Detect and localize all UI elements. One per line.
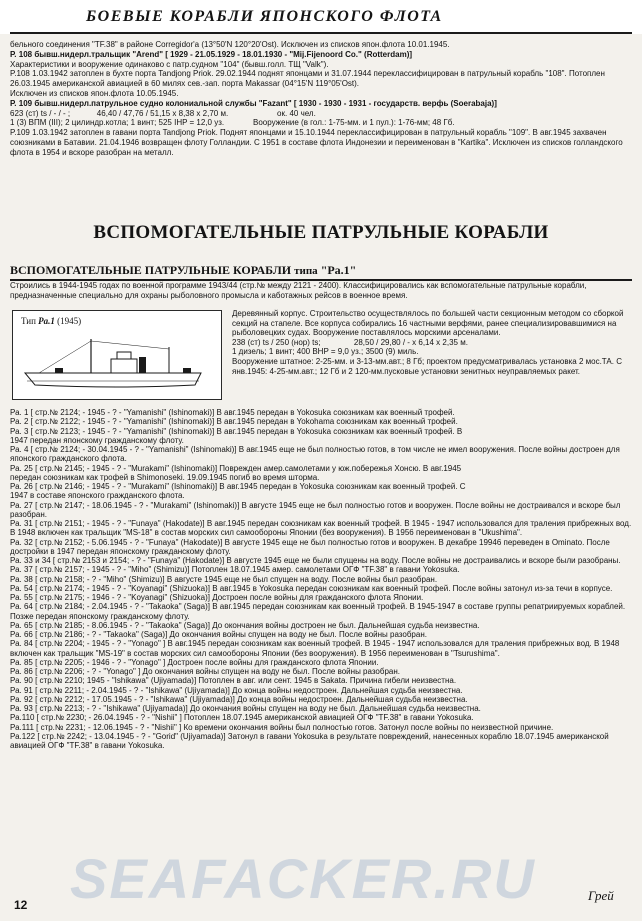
- ship-heading: P. 109 бывш.нидерл.патрульное судно колониальной службы "Fazant" [ 1930 - 1930 - 1931 - государств. верфь (Soerabaja)]: [10, 98, 497, 108]
- ship-entry: Ра. 92 [ стр.№ 2212; - 17.05.1945 - ? - "Ishikawa" (Ujiyamada)] До конца войны недостроен. Дальнейшая судьба неизвестна.: [10, 694, 468, 704]
- ship-entry: Ра. 38 [ стр.№ 2158; - ? - "Miho" (Shimizu)] В августе 1945 еще не был спущен на воду. После войны был разобран.: [10, 574, 438, 584]
- running-head-title: БОЕВЫЕ КОРАБЛИ ЯПОНСКОГО ФЛОТА: [86, 8, 443, 25]
- ship-entry: Ра. 31 [ стр.№ 2151; - 1945 - ? - "Funaya" (Hakodate)] В авг.1945 передан союзникам как военный трофей. В 1945 - 1947 использовался для траления прибрежных вод. В 1948 включен как тральщик "MS-18" в состав морских сил самообороны Японии (без вооружения). В 1956 переименован в "Ukushima".: [10, 519, 632, 538]
- ship-entry: Ра. 25 [ стр.№ 2145; - 1945 - ? - "Murakami" (Ishinomaki)] Поврежден амер.самолетами у юж.побережья Хонсю. В авг.1945: [10, 463, 462, 473]
- ship-entry: Ра. 90 [ стр.№ 2210; 1945 - "Ishikawa" (Ujiyamada)] Потоплен в авг. или сент. 1945 в Sakata. Причина гибели неизвестна.: [10, 676, 457, 686]
- spec-text: 1 дизель; 1 винт; 400 BHP = 9,0 уз.; 3500 (9) миль.: [232, 347, 419, 357]
- figure-caption: [21, 316, 81, 326]
- bow-gun: [55, 368, 63, 373]
- ship-entry: Ра. 93 [ стр.№ 2213; - ? - "Ishikawa" (Ujiyamada)] До окончания войны спущен на воду не был. Дальнейшая судьба неизвестна.: [10, 704, 481, 713]
- ship-entry: передан союзникам как трофей в Shimonoseki. 19.09.1945 погиб во время шторма.: [10, 472, 320, 482]
- ship-entry: 1947 передан японскому гражданскому флоту.: [10, 435, 184, 445]
- spec-line: 1 (3) ВПМ (III); 2 цилиндр.котла; 1 винт; 525 IHP = 12,0 уз. Вооружение (в гол.: 1-75-мм. и 1 пул.): 1-76-мм; 48 Гб.: [10, 118, 455, 128]
- site-watermark: SEAFACKER.RU: [70, 847, 536, 910]
- ship-entry: Ра. 32 [ стр.№ 2152; - 5.06.1945 - ? - "Funaya" (Hakodate)] В августе 1945 еще не был полностью готов и вооружен. В декабре 19946 переведен в Ominato. После достройки в 1947 передан японскому гражданскому флоту.: [10, 537, 610, 556]
- hull: [25, 373, 201, 387]
- ship-entry: Ра. 84 [ стр.№ 2204; - 1945 - ? - "Yonago" ] В авг.1945 передан союзникам как военный трофей. В 1945 - 1947 использовался для траления прибрежных вод. В 1948 включен как тральщик "MS-19" в состав морских сил самообороны Японии (без вооружения). В 1956 переименован в "Tsurushima".: [10, 639, 620, 658]
- top-section: [10, 40, 634, 158]
- ship-entry: Ра. 4 [ стр.№ 2124; - 30.04.1945 - ? - "Yamanishi" (Ishinomaki)] В авг.1945 еще не был полностью готов, в том числе не имел вооружения. После войны достроен для японского гражданского флота.: [10, 445, 620, 464]
- ship-entry: Ра.122 [ стр.№ 2242; - 13.04.1945 - ? - "Gorid" (Ujiyamada)] Затонул в гавани Yokosuka в результате повреждений, нанесенных кораблю 18.07.1945 американской авиацией ОГФ "TF.38" в гавани Yokosuka.: [10, 731, 609, 750]
- ship-entry: Ра. 37 [ стр.№ 2157; - 1945 - ? - "Miho" (Shimizu)] Потоплен 18.07.1945 амер. самолетами ОГФ "TF.38" в гавани Yokosuka.: [10, 565, 460, 575]
- ship-entry: Ра. 1 [ стр.№ 2124; - 1945 - ? - "Yamanishi" (Ishinomaki)] В авг.1945 передан в Yokosuka союзникам как военный трофей.: [10, 408, 455, 417]
- bridge: [111, 359, 137, 373]
- class-heading-name: "Ра.1": [320, 263, 357, 277]
- ship-entry: Ра. 86 [ стр.№ 2206; - ? - "Yonago" ] До окончания войны спущен на воду не был. После войны разобран.: [10, 667, 400, 676]
- header-rule: [10, 32, 632, 34]
- text-line: бельного соединения "TF.38" в районе Corregidor'a (13°50'N 120°20'Ost). Исключен из списков япон.флота 10.01.1945.: [10, 40, 450, 49]
- text-line: Исключен из списков япон.флота 10.05.1945.: [10, 88, 179, 98]
- figure-label-year: (1945): [57, 316, 82, 326]
- figure-label-prefix: Тип: [21, 316, 36, 326]
- funnel: [139, 357, 146, 373]
- ship-profile-drawing: [19, 333, 215, 395]
- ship-entry: Ра. 64 [ стр.№ 2184; - 2.04.1945 - ? - "Takaoka" (Saga)] В авг.1945 передан союзникам как военный трофей. В 1945-1947 в составе группы репатриируемых кораблей. Позже передан японскому гражданскому флоту.: [10, 602, 626, 621]
- ship-entry: Ра. 85 [ стр.№ 2205; - 1946 - ? - "Yonago" ] Достроен после войны для гражданского флота Японии.: [10, 657, 379, 667]
- class-specification: [232, 309, 632, 376]
- ship-entry: Ра.111 [ стр.№ 2231; - 12.06.1945 - ? - "Nishii" ] Ко времени окончания войны был полностью готов. Затонул после войны по неизвестной причине.: [10, 722, 554, 732]
- rigging: [91, 341, 169, 349]
- class-heading-type: типа: [294, 265, 318, 277]
- class-heading-label: ВСПОМОГАТЕЛЬНЫЕ ПАТРУЛЬНЫЕ КОРАБЛИ: [10, 263, 292, 277]
- spec-line: 623 (ст) ts / - / - ; 46,40 / 47,76 / 51,15 x 8,38 x 2,70 м. ок. 40 чел.: [10, 108, 316, 118]
- ship-figure: [12, 310, 222, 400]
- ship-entry: Ра. 3 [ стр.№ 2123; - 1945 - ? - "Yamanishi" (Ishinomaki)] В авг.1945 передан в Yokosuka союзникам как военный трофей. В: [10, 426, 463, 436]
- ship-entry: Ра. 65 [ стр.№ 2185; - 8.06.1945 - ? - "Takaoka" (Saga)] До окончания войны достроен не был. Дальнейшая судьба неизвестна.: [10, 620, 480, 630]
- figure-label-class: Pa.1: [38, 316, 55, 326]
- ship-entry: 1947 в составе японского гражданского флота.: [10, 491, 185, 501]
- wheelhouse: [117, 352, 131, 359]
- stern-gun: [183, 368, 191, 373]
- artist-signature: Грей: [588, 888, 614, 903]
- class-heading: [10, 263, 632, 281]
- ship-heading: P. 108 бывш.нидерл.тральщик "Arend" [ 1929 - 21.05.1929 - 18.01.1930 - "Mij.Fijenoord Co." (Rotterdam)]: [10, 49, 413, 59]
- ship-entry: Ра. 54 [ стр.№ 2174; - 1945 - ? - "Koyanagi" (Shizuoka)] В авг.1945 в Yokosuka передан союзникам как военный трофей. После войны затонул из-за течи в корпусе.: [10, 583, 613, 593]
- ship-entry: Ра. 66 [ стр.№ 2186; - ? - "Takaoka" (Saga)] До окончания войны спущен на воду не был. После войны разобран.: [10, 630, 427, 639]
- spec-text: Деревянный корпус. Строительство осуществлялось по большей части секционным методом со сборкой секций на стапеле. Все корпуса собирались 16 частными верфями, ранее специализировавшимися на рыболовецких судах. Вооружение поставлялось морскими арсеналами.: [232, 309, 624, 338]
- page-header: [0, 0, 642, 34]
- text-line: Характеристики и вооружение одинаково с патр.судном "104" (бывш.голл. ТЩ "Valk").: [10, 59, 329, 69]
- rigging: [39, 341, 91, 373]
- section-title: ВСПОМОГАТЕЛЬНЫЕ ПАТРУЛЬНЫЕ КОРАБЛИ: [93, 222, 549, 243]
- ship-entry: Ра. 33 и 34 [ стр.№ 2153 и 2154; - ? - "Funaya" (Hakodate)] В августе 1945 еще не были спущены на воду. После войны не достраивались и вскоре были разобраны.: [10, 556, 621, 565]
- class-intro: [10, 281, 632, 301]
- ship-entry: Ра. 26 [ стр.№ 2146; - 1945 - ? - "Murakami" (Ishinomaki)] В авг.1945 передан в Yokosuka союзникам как военный трофей. С: [10, 482, 466, 491]
- page-number: 12: [14, 898, 28, 912]
- ship-entry: Ра. 91 [ стр.№ 2211; - 2.04.1945 - ? - "Ishikawa" (Ujiyamada)] До конца войны недостроен. Дальнейшая судьба неизвестна.: [10, 685, 463, 695]
- ship-entry: Ра. 27 [ стр.№ 2147; - 18.06.1945 - ? - "Murakami" (Ishinomaki)] В августе 1945 еще не был полностью готов и вооружен. После войны не достраивался и вскоре был разобран.: [10, 500, 621, 519]
- text-line: P.108 1.03.1942 затоплен в бухте порта Tandjong Priok. 29.02.1944 поднят японцами и 31.07.1944 переклассифицирован в патрульный корабль "108". Потоплен 26.03.1945 американской авиацией в 60 милях сев.-зап. порта Makassar (04°15'N 119°05'Ost).: [10, 69, 605, 89]
- spec-text: Вооружение штатное: 2-25-мм. и 3-13-мм.авт.; 8 Гб; проектом предусматривалась установка 2 мос.ТА. С янв.1945: 4-25-мм.авт.; 12 Гб и 2 120-мм.пусковые установки зенитных неуправляемых ракет.: [232, 356, 622, 376]
- text-line: P.109 1.03.1942 затоплен в гавани порта Tandjong Priok. Поднят японцами и 15.10.1944 переклассифицирован в патрульный корабль "109". В авг.1945 захвачен союзниками в Батавии. 21.04.1946 возвращен флоту Голландии. С 1951 в составе флота Индонезии и переименован в "Kartika". Исключен из списков голландского флота в 1954 и вскоре разобран на металл.: [10, 128, 623, 157]
- ship-entry: Ра. 2 [ стр.№ 2122; - 1945 - ? - "Yamanishi" (Ishinomaki)] В авг.1945 передан в Yokohama союзникам как военный трофей.: [10, 417, 458, 427]
- ship-entry: Ра.110 [ стр.№ 2230; - 26.04.1945 - ? - "Nishii" ] Потоплен 18.07.1945 американской авиацией ОГФ "TF.38" в гавани Yokosuka.: [10, 713, 474, 723]
- intro-text: Строились в 1944-1945 годах по военной программе 1943/44 (стр.№ между 2121 - 2400). Классифицировались как вспомогательные патрульные корабли, предназначенные специально для охраны рыболовного промысла и каботажных рейсов в военное время.: [10, 281, 587, 300]
- spec-text: 238 (ст) ts / 250 (нор) ts; 28,50 / 29,80 / - x 6,14 x 2,35 м.: [232, 337, 468, 347]
- ship-entry: Ра. 55 [ стр.№ 2175; - 1946 - ? - "Koyanagi" (Shizuoka)] Достроен после войны для гражданского флота Японии.: [10, 593, 424, 602]
- ship-entries-list: [10, 408, 632, 750]
